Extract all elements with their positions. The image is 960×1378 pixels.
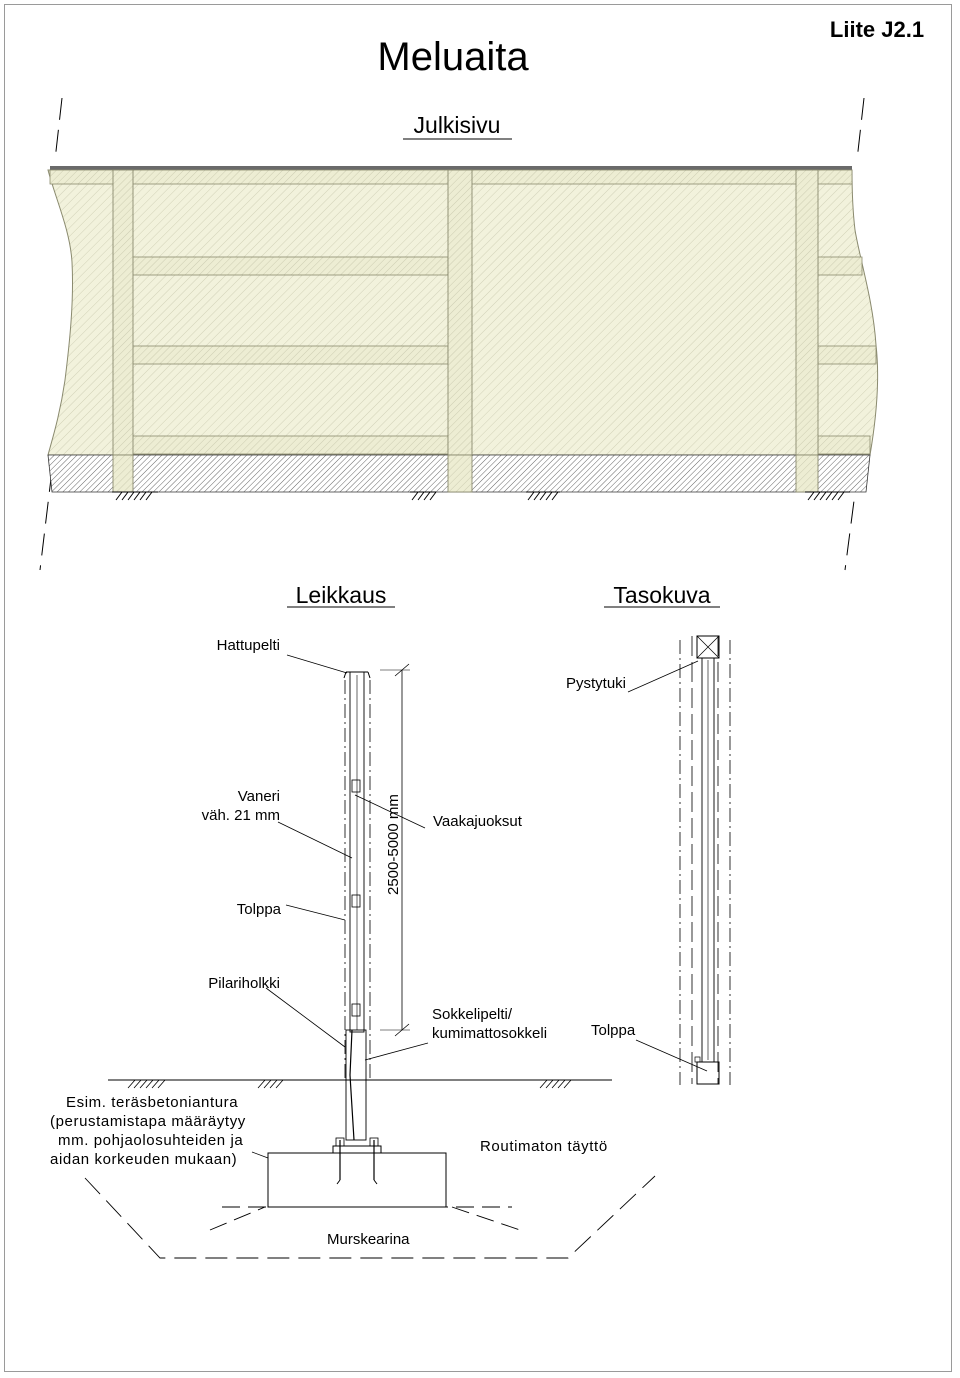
label-rails: Vaakajuoksut bbox=[433, 813, 522, 830]
label-crushed-stone: Murskearina bbox=[327, 1231, 410, 1248]
label-height-dimension: 2500-5000 mm bbox=[385, 794, 402, 895]
plan-view-title: Tasokuva bbox=[613, 582, 711, 608]
label-plywood-line1: Vaneri bbox=[237, 788, 280, 805]
plan-drawing bbox=[628, 636, 730, 1085]
label-foundation-line3: mm. pohjaolosuhteiden ja bbox=[58, 1132, 244, 1149]
section-view-title: Leikkaus bbox=[295, 582, 387, 608]
label-post-plan-2: Tolppa bbox=[591, 1022, 636, 1039]
label-post: Tolppa bbox=[236, 901, 281, 918]
label-plywood-line2: väh. 21 mm bbox=[201, 807, 280, 824]
label-sleeve: Pilariholkki bbox=[208, 975, 280, 992]
label-foundation-line1: Esim. teräsbetoniantura bbox=[66, 1094, 239, 1111]
facade-drawing bbox=[40, 98, 878, 570]
label-foundation-line2: (perustamistapa määräytyy bbox=[50, 1113, 246, 1130]
page-title: Meluaita bbox=[377, 35, 529, 79]
facade-view-title: Julkisivu bbox=[413, 112, 501, 138]
appendix-label: Liite J2.1 bbox=[829, 17, 925, 42]
label-fill: Routimaton täyttö bbox=[480, 1138, 608, 1155]
label-plinth-line2: kumimattosokkeli bbox=[432, 1025, 548, 1042]
label-post-plan: Pystytuki bbox=[565, 675, 626, 692]
label-foundation-line4: aidan korkeuden mukaan) bbox=[50, 1151, 238, 1168]
label-plinth-line1: Sokkelipelti/ bbox=[432, 1006, 513, 1023]
label-cap: Hattupelti bbox=[216, 637, 280, 654]
